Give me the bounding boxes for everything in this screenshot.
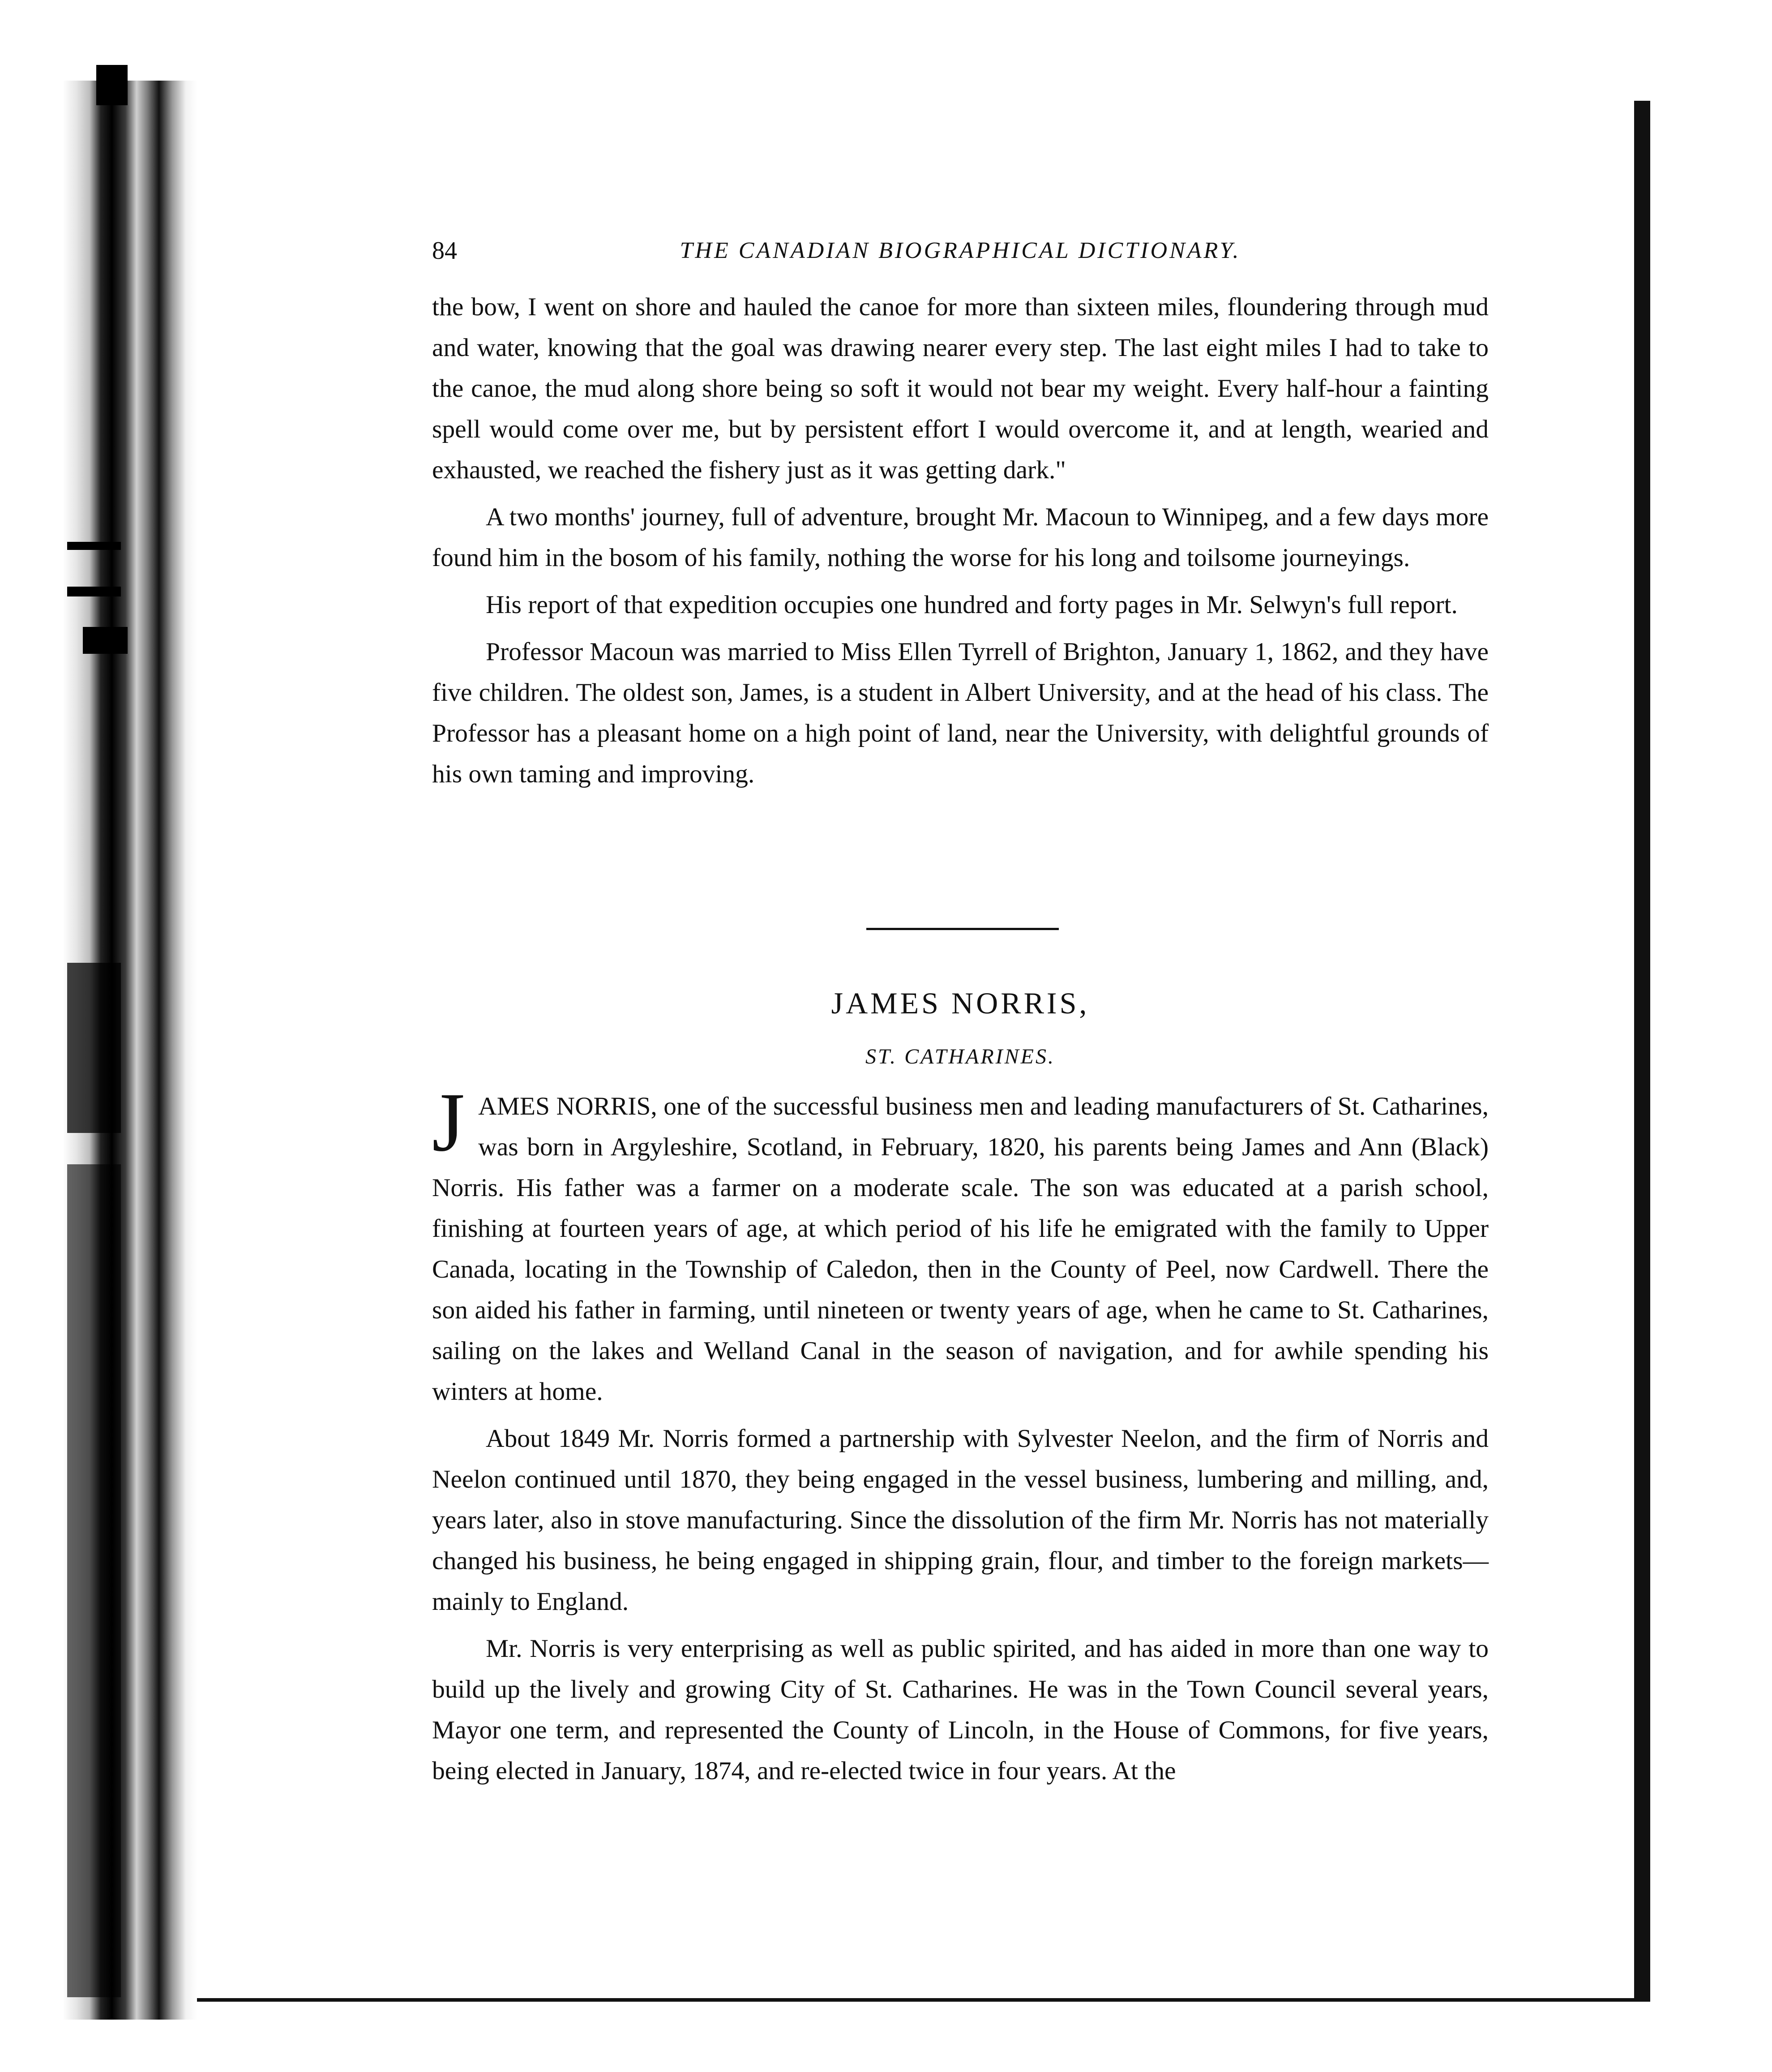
paragraph: His report of that expedition occupies one hundred and forty pages in Mr. Selwyn's full report. (486, 591, 1458, 619)
page-header (432, 235, 1489, 266)
paragraph: A two months' journey, full of adventure, brought Mr. Macoun to Winnipeg, and a few days more found him in the bosom of his family, nothing the worse for his long and toilsome journeyings. (432, 503, 1489, 572)
binding-mark (96, 65, 128, 105)
page-number: 84 (432, 237, 457, 265)
running-title: THE CANADIAN BIOGRAPHICAL DICTIONARY. (680, 238, 1241, 263)
binding-mark (67, 1164, 121, 1997)
section-divider (866, 928, 1059, 930)
binding-mark (67, 542, 121, 550)
continued-text (432, 287, 1489, 794)
binding-mark (67, 587, 121, 596)
binding-mark (83, 627, 128, 654)
right-page-edge (1634, 101, 1650, 2002)
paragraph: Mr. Norris is very enterprising as well as public spirited, and has aided in more than one way to build up the lively and growing City of St. Catharines. He was in the Town Council several years, Mayor one term, and represented the County of Lincoln, in the House of Commons, for five years, being elected in January, 1874, and re-elected twice in four years. At the (432, 1634, 1489, 1785)
article-subtitle: ST. CATHARINES. (865, 1045, 1055, 1068)
bottom-page-edge (197, 1998, 1641, 2002)
article-title: JAMES NORRIS, (831, 986, 1090, 1020)
paragraph: the bow, I went on shore and hauled the canoe for more than sixteen miles, floundering through mud and water, knowing that the goal was drawing nearer every step. The last eight miles I had to take to the canoe, the mud along shore being so soft it would not bear my weight. Every half-hour a fainting spell would come over me, but by persistent effort I would overcome it, and at length, wearied and exhausted, we reached the fishery just as it was getting dark." (432, 293, 1489, 484)
paragraph: About 1849 Mr. Norris formed a partnership with Sylvester Neelon, and the firm of Norris and Neelon continued until 1870, they being engaged in the vessel business, lumbering and milling, and, years later, also in stove manufacturing. Since the dissolution of the firm Mr. Norris has not materially changed his business, he being engaged in shipping grain, flour, and timber to the foreign markets—mainly to England. (432, 1424, 1489, 1616)
paragraph: Professor Macoun was married to Miss Ellen Tyrrell of Brighton, January 1, 1862, and they have five children. The oldest son, James, is a student in Albert University, and at the head of his class. The Professor has a pleasant home on a high point of land, near the University, with delightful grounds of his own taming and improving. (432, 638, 1489, 788)
binding-mark (67, 963, 121, 1133)
paragraph (432, 1075, 1489, 1412)
article-body (432, 1075, 1489, 1791)
drop-cap: J (432, 1075, 465, 1169)
paragraph-text: AMES NORRIS, one of the successful business men and leading manufacturers of St. Catharines, was born in Argyleshire, Scotland, in February, 1820, his parents being James and Ann (Black) Norris. His father was a farmer on a moderate scale. The son was educated at a parish school, finishing at fourteen years of age, at which period of his life he emigrated with the family to Upper Canada, locating in the Township of Caledon, then in the County of Peel, now Cardwell. There the son aided his father in farming, until nineteen or twenty years of age, when he came to St. Catharines, sailing on the lakes and Welland Canal in the season of navigation, and for awhile spending his winters at home. (432, 1092, 1489, 1406)
